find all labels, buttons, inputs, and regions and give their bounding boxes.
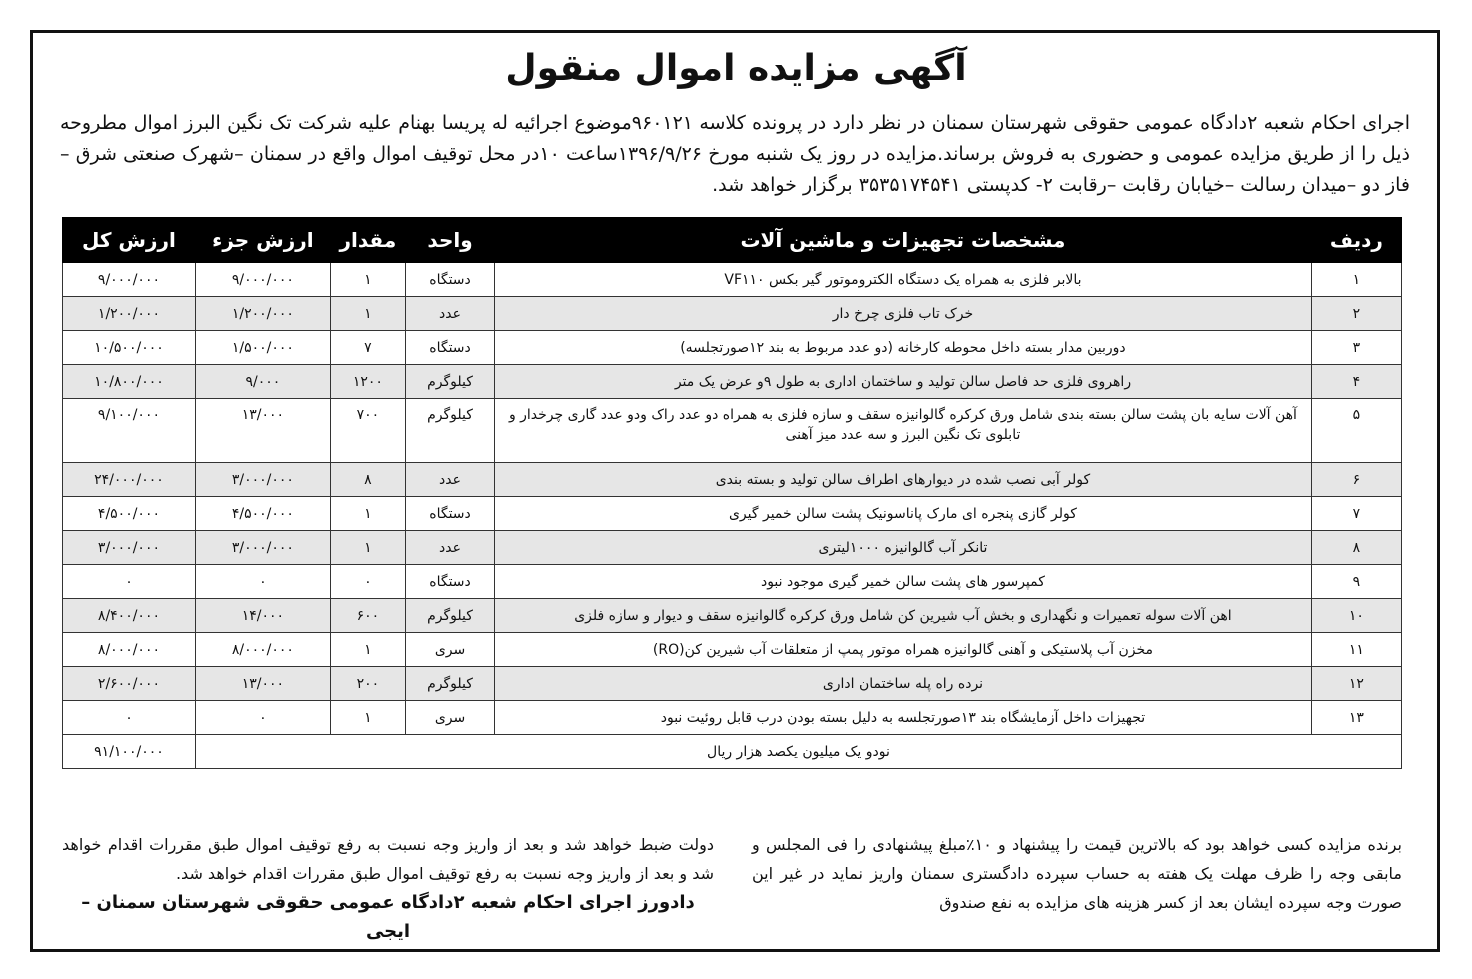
header-description: مشخصات تجهیزات و ماشین آلات	[495, 218, 1312, 263]
table-row	[63, 463, 1402, 497]
cell-unit: کیلوگرم	[405, 399, 494, 463]
cell-quantity: ۷	[330, 331, 405, 365]
cell-quantity: ۱۲۰۰	[330, 365, 405, 399]
cell-row-number: ۴	[1311, 365, 1401, 399]
table-total-row	[63, 735, 1402, 769]
table-row	[63, 297, 1402, 331]
cell-quantity: ۱	[330, 701, 405, 735]
cell-unit-price: ۱۴/۰۰۰	[195, 599, 330, 633]
cell-unit: عدد	[405, 463, 494, 497]
table-row	[63, 599, 1402, 633]
cell-row-number: ۸	[1311, 531, 1401, 565]
cell-unit: کیلوگرم	[405, 667, 494, 701]
total-value: ۹۱/۱۰۰/۰۰۰	[63, 735, 196, 769]
cell-total-price: ۹/۱۰۰/۰۰۰	[63, 399, 196, 463]
cell-total-price: ۴/۵۰۰/۰۰۰	[63, 497, 196, 531]
cell-quantity: ۱	[330, 633, 405, 667]
cell-unit-price: ۸/۰۰۰/۰۰۰	[195, 633, 330, 667]
footer-right-text: برنده مزایده کسی خواهد بود که بالاترین قیمت را پیشنهاد و ۱۰٪مبلغ پیشنهادی را فی المجلس و مابقی وجه را ظرف مهلت یک هفته به حساب سپرده دادگستری سمنان واریز نماید در غیر این صورت وجه سپرده ایشان بعد از کسر هزینه های مزایده به نفع صندوق	[752, 835, 1402, 912]
cell-unit-price: ۳/۰۰۰/۰۰۰	[195, 463, 330, 497]
cell-unit: سری	[405, 633, 494, 667]
cell-unit: عدد	[405, 531, 494, 565]
table-row	[63, 331, 1402, 365]
notice-intro: اجرای احکام شعبه ۲دادگاه عمومی حقوقی شهرستان سمنان در نظر دارد در پرونده کلاسه ۹۶۰۱۲۱موضوع اجرائیه له پریسا بهنام علیه شرکت تک نگین البرز اموال مطروحه ذیل را از طریق مزایده عمومی و حضوری به فروش برساند.مزایده در روز یک شنبه مورخ ۱۳۹۶/۹/۲۶ساعت ۱۰در محل توقیف اموال واقع در سمنان –شهرک صنعتی شرق –فاز دو –میدان رسالت –خیابان رقابت –رقابت ۲- کدپستی ۳۵۳۵۱۷۴۵۴۱ برگزار خواهد شد.	[60, 112, 1411, 196]
cell-quantity: ۱	[330, 497, 405, 531]
cell-quantity: ۲۰۰	[330, 667, 405, 701]
cell-unit: دستگاه	[405, 331, 494, 365]
header-total-price: ارزش کل	[63, 218, 196, 263]
cell-row-number: ۱۱	[1311, 633, 1401, 667]
total-in-words: نودو یک میلیون یکصد هزار ریال	[195, 735, 1401, 769]
cell-unit-price: ۴/۵۰۰/۰۰۰	[195, 497, 330, 531]
cell-row-number: ۲	[1311, 297, 1401, 331]
cell-description: اهن آلات سوله تعمیرات و نگهداری و بخش آب شیرین کن شامل ورق کرکره گالوانیزه سقف و دیوار و سازه فلزی	[495, 599, 1312, 633]
cell-unit: کیلوگرم	[405, 599, 494, 633]
cell-unit-price: ۹/۰۰۰/۰۰۰	[195, 263, 330, 297]
table-row	[63, 565, 1402, 599]
table-row	[63, 263, 1402, 297]
cell-row-number: ۳	[1311, 331, 1401, 365]
cell-unit: دستگاه	[405, 497, 494, 531]
cell-quantity: ۰	[330, 565, 405, 599]
cell-total-price: ۲۴/۰۰۰/۰۰۰	[63, 463, 196, 497]
table-row	[63, 667, 1402, 701]
cell-row-number: ۱۳	[1311, 701, 1401, 735]
cell-row-number: ۱۰	[1311, 599, 1401, 633]
cell-unit: سری	[405, 701, 494, 735]
table-header-row	[63, 218, 1402, 263]
cell-quantity: ۱	[330, 531, 405, 565]
notice-title: آگهی مزایده اموال منقول	[505, 48, 967, 89]
cell-total-price: ۸/۰۰۰/۰۰۰	[63, 633, 196, 667]
cell-unit: دستگاه	[405, 565, 494, 599]
table-row	[63, 531, 1402, 565]
footer-left-text: دولت ضبط خواهد شد و بعد از واریز وجه نسبت به رفع توقیف اموال طبق مقررات اقدام خواهد شد و بعد از واریز وجه نسبت به رفع توقیف اموال طبق مقررات اقدام خواهد شد.	[62, 835, 714, 883]
cell-description: خرک تاب فلزی چرخ دار	[495, 297, 1312, 331]
cell-row-number: ۷	[1311, 497, 1401, 531]
signature: دادورز اجرای احکام شعبه ۲دادگاه عمومی حقوقی شهرستان سمنان –ایجی	[81, 892, 695, 942]
cell-description: راهروی فلزی حد فاصل سالن تولید و ساختمان اداری به طول ۹و عرض یک متر	[495, 365, 1312, 399]
cell-description: تجهیزات داخل آزمایشگاه بند ۱۳صورتجلسه به دلیل بسته بودن درب قابل روئیت نبود	[495, 701, 1312, 735]
cell-description: مخزن آب پلاستیکی و آهنی گالوانیزه همراه موتور پمپ از متعلقات آب شیرین کن(RO)	[495, 633, 1312, 667]
cell-quantity: ۱	[330, 263, 405, 297]
cell-description: کولر آبی نصب شده در دیوارهای اطراف سالن تولید و بسته بندی	[495, 463, 1312, 497]
cell-total-price: ۰	[63, 701, 196, 735]
cell-description: دوربین مدار بسته داخل محوطه کارخانه (دو عدد مربوط به بند ۱۲صورتجلسه)	[495, 331, 1312, 365]
cell-unit-price: ۰	[195, 565, 330, 599]
cell-quantity: ۷۰۰	[330, 399, 405, 463]
cell-quantity: ۱	[330, 297, 405, 331]
cell-row-number: ۱۲	[1311, 667, 1401, 701]
cell-unit: دستگاه	[405, 263, 494, 297]
cell-total-price: ۱۰/۵۰۰/۰۰۰	[63, 331, 196, 365]
cell-total-price: ۱۰/۸۰۰/۰۰۰	[63, 365, 196, 399]
cell-total-price: ۸/۴۰۰/۰۰۰	[63, 599, 196, 633]
cell-row-number: ۱	[1311, 263, 1401, 297]
cell-row-number: ۵	[1311, 399, 1401, 463]
table-row	[63, 497, 1402, 531]
header-unit-price: ارزش جزء	[195, 218, 330, 263]
footer-left-block	[62, 830, 714, 946]
cell-unit-price: ۱۳/۰۰۰	[195, 667, 330, 701]
cell-unit: عدد	[405, 297, 494, 331]
cell-description: تانکر آب گالوانیزه ۱۰۰۰لیتری	[495, 531, 1312, 565]
table-row	[63, 365, 1402, 399]
cell-total-price: ۲/۶۰۰/۰۰۰	[63, 667, 196, 701]
header-row-number: ردیف	[1311, 218, 1401, 263]
cell-unit-price: ۱۳/۰۰۰	[195, 399, 330, 463]
cell-unit-price: ۱/۲۰۰/۰۰۰	[195, 297, 330, 331]
header-quantity: مقدار	[330, 218, 405, 263]
cell-quantity: ۶۰۰	[330, 599, 405, 633]
cell-description: آهن آلات سایه بان پشت سالن بسته بندی شامل ورق کرکره گالوانیزه سقف و سازه فلزی به همراه دو عدد راک ودو عدد گاری چرخدار و تابلوی تک نگین البرز و سه عدد میز آهنی	[495, 399, 1312, 463]
cell-unit-price: ۹/۰۰۰	[195, 365, 330, 399]
items-table	[62, 217, 1402, 769]
cell-quantity: ۸	[330, 463, 405, 497]
cell-description: کمپرسور های پشت سالن خمیر گیری موجود نبود	[495, 565, 1312, 599]
cell-row-number: ۶	[1311, 463, 1401, 497]
cell-total-price: ۱/۲۰۰/۰۰۰	[63, 297, 196, 331]
cell-total-price: ۳/۰۰۰/۰۰۰	[63, 531, 196, 565]
cell-unit: کیلوگرم	[405, 365, 494, 399]
table-row	[63, 633, 1402, 667]
table-row	[63, 701, 1402, 735]
cell-total-price: ۹/۰۰۰/۰۰۰	[63, 263, 196, 297]
cell-unit-price: ۰	[195, 701, 330, 735]
cell-description: بالابر فلزی به همراه یک دستگاه الکتروموتور گیر بکس VF۱۱۰	[495, 263, 1312, 297]
cell-description: نرده راه پله ساختمان اداری	[495, 667, 1312, 701]
cell-total-price: ۰	[63, 565, 196, 599]
cell-unit-price: ۱/۵۰۰/۰۰۰	[195, 331, 330, 365]
cell-unit-price: ۳/۰۰۰/۰۰۰	[195, 531, 330, 565]
table-row	[63, 399, 1402, 463]
cell-row-number: ۹	[1311, 565, 1401, 599]
header-unit: واحد	[405, 218, 494, 263]
cell-description: کولر گازی پنجره ای مارک پاناسونیک پشت سالن خمیر گیری	[495, 497, 1312, 531]
